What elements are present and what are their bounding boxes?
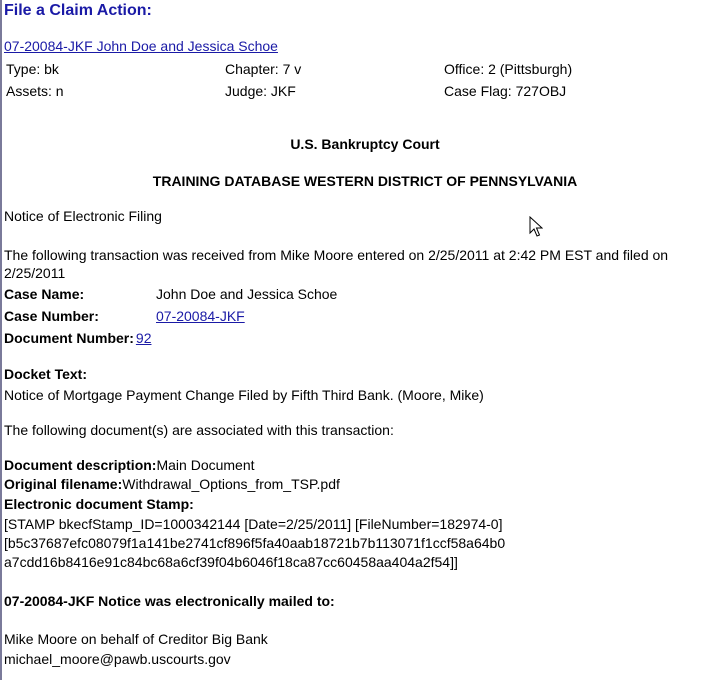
recipient-name: Mike Moore on behalf of Creditor Big Bank <box>4 631 268 647</box>
mouse-cursor-icon <box>529 216 543 238</box>
case-assets: Assets: n <box>6 83 64 99</box>
original-filename-row <box>4 476 340 492</box>
case-flag: Case Flag: 727OBJ <box>444 83 567 99</box>
notice-heading: Notice of Electronic Filing <box>4 208 162 224</box>
case-judge: Judge: JKF <box>225 83 296 99</box>
document-number-label: Document Number: <box>4 330 134 346</box>
transaction-text: The following transaction was received from Mike Moore entered on 2/25/2011 at 2:42 PM EST and filed on 2/25/2011 <box>4 247 669 281</box>
court-name: U.S. Bankruptcy Court <box>290 136 440 152</box>
documents-intro: The following document(s) are associated with this transaction: <box>4 422 394 438</box>
recipient-email: michael_moore@pawb.uscourts.gov <box>4 651 231 667</box>
left-border <box>0 0 2 680</box>
document-description-value: Main Document <box>156 457 255 473</box>
case-info-row <box>6 83 722 105</box>
original-filename-value: Withdrawal_Options_from_TSP.pdf <box>122 476 340 492</box>
original-filename-label: Original filename: <box>4 476 123 492</box>
court-district: TRAINING DATABASE WESTERN DISTRICT OF PENNSYLVANIA <box>152 173 578 189</box>
page-title: File a Claim Action: <box>4 2 152 19</box>
case-office: Office: 2 (Pittsburgh) <box>444 61 573 77</box>
case-link[interactable]: 07-20084-JKF John Doe and Jessica Schoe <box>4 38 278 54</box>
case-chapter: Chapter: 7 v <box>225 61 302 77</box>
document-number-row <box>4 330 151 346</box>
case-type: Type: bk <box>6 61 59 77</box>
case-number-row <box>4 308 245 324</box>
document-stamp-line: a7cdd16b8416e91c84bc68a6cf39f04b6046f18ca87cc60458aa404a2f54]] <box>4 554 458 570</box>
case-name-value: John Doe and Jessica Schoe <box>156 286 338 302</box>
mailed-to-heading: 07-20084-JKF Notice was electronically mailed to: <box>4 593 335 609</box>
case-name-label: Case Name: <box>4 286 85 302</box>
case-name-row <box>4 286 337 302</box>
document-stamp-line: [b5c37687efc08079f1a141be2741cf896f5fa40aab18721b7b113071f1ccf58a64b0 <box>4 535 506 551</box>
document-number-link[interactable]: 92 <box>135 330 152 346</box>
document-stamp-line: [STAMP bkecfStamp_ID=1000342144 [Date=2/25/2011] [FileNumber=182974-0] <box>4 516 503 532</box>
docket-text: Notice of Mortgage Payment Change Filed by Fifth Third Bank. (Moore, Mike) <box>4 387 484 403</box>
docket-text-label: Docket Text: <box>4 366 87 382</box>
document-stamp-label: Electronic document Stamp: <box>4 496 194 512</box>
case-number-link[interactable]: 07-20084-JKF <box>156 308 245 324</box>
case-info-table <box>6 61 722 105</box>
document-description-label: Document description: <box>4 457 157 473</box>
document-description-row <box>4 457 255 473</box>
case-number-label: Case Number: <box>4 308 99 324</box>
case-info-row <box>6 61 722 83</box>
